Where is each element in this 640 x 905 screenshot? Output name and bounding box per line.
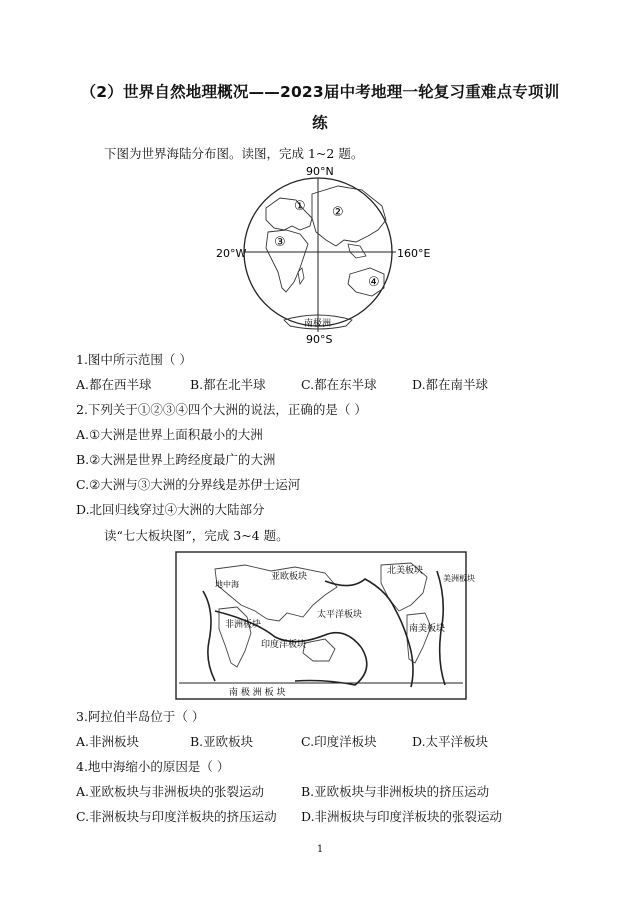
label-mediterranean: 地中海 [215,580,239,589]
question-4-option-b[interactable]: B.亚欧板块与非洲板块的挤压运动 [301,784,490,799]
plates-map [175,551,475,700]
page-title-line-2: 练 [312,114,328,132]
intro-text-2: 读“七大板块图”，完成 3~4 题。 [104,528,289,543]
question-2-option-b[interactable]: B.②大洲是世界上跨经度最广的大洲 [76,452,276,467]
africa-shape [266,230,308,292]
question-2-option-d[interactable]: D.北回归线穿过④大洲的大陆部分 [76,502,265,517]
map1-label-west: 20°W [216,247,247,260]
label-north-american-plate: 北美板块 [387,566,424,576]
question-4-option-d[interactable]: D.非洲板块与印度洋板块的张裂运动 [301,809,503,824]
question-4-stem: 4.地中海缩小的原因是（ ） [76,759,230,774]
question-1-option-b[interactable]: B.都在北半球 [190,377,266,392]
question-1-option-c[interactable]: C.都在东半球 [301,377,377,392]
continent-label-4: ④ [368,275,380,290]
label-american-right: 美洲板块 [443,574,475,583]
intro-text-1: 下图为世界海陆分布图。读图，完成 1~2 题。 [104,146,364,161]
continent-label-3: ③ [274,235,286,250]
continent-label-2: ② [332,205,344,220]
question-3-option-b[interactable]: B.亚欧板块 [190,734,254,749]
question-1-option-a[interactable]: A.都在西半球 [76,377,152,392]
question-2-stem: 2.下列关于①②③④四个大洲的说法，正确的是（ ） [76,402,367,417]
label-pacific-plate: 太平洋板块 [317,610,363,620]
hemisphere-map [200,160,440,345]
label-south-american-plate: 南美板块 [409,624,446,634]
question-3-stem: 3.阿拉伯半岛位于（ ） [76,709,205,724]
label-indian-ocean-plate: 印度洋板块 [261,640,307,650]
question-1-stem: 1.图中所示范围（ ） [76,352,192,367]
question-4-option-c[interactable]: C.非洲板块与印度洋板块的挤压运动 [76,809,277,824]
map1-label-south: 90°S [306,333,333,346]
map1-label-north: 90°N [306,165,334,178]
label-african-plate: 非洲板块 [225,620,262,630]
question-1-option-d[interactable]: D.都在南半球 [412,377,489,392]
southeast-asia-shape [348,244,366,258]
question-3-option-a[interactable]: A.非洲板块 [76,734,140,749]
question-2-option-c[interactable]: C.②大洲与③大洲的分界线是苏伊士运河 [76,477,301,492]
question-4-option-a[interactable]: A.亚欧板块与非洲板块的张裂运动 [76,784,265,799]
question-3-option-c[interactable]: C.印度洋板块 [301,734,377,749]
page-title-line-1: （2）世界自然地理概况——2023届中考地理一轮复习重难点专项训 [80,83,560,101]
label-antarctic-plate: 南 极 洲 板 块 [229,688,286,698]
map1-label-east: 160°E [397,247,431,260]
asia-shape [312,186,386,246]
continent-label-1: ① [294,199,306,214]
question-2-option-a[interactable]: A.①大洲是世界上面积最小的大洲 [76,427,263,442]
label-eurasian-plate: 亚欧板块 [271,572,308,582]
antarctica-label: 南极洲 [304,319,332,329]
question-3-option-d[interactable]: D.太平洋板块 [412,734,489,749]
page-number: 1 [316,844,324,855]
